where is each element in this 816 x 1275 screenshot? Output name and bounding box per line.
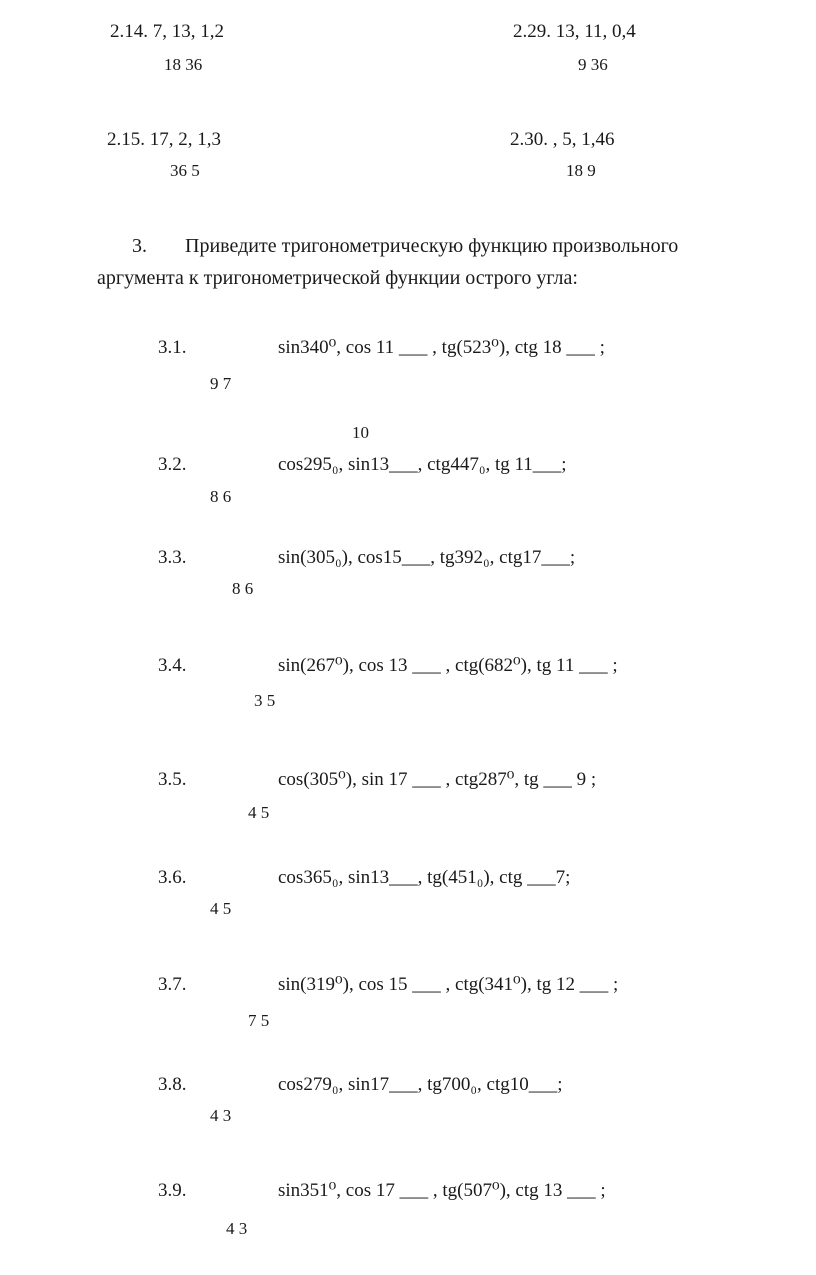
item-3-1-expr: sin340⁰, cos 11 ___ , tg(523⁰), ctg 18 ___ ;: [278, 337, 605, 358]
item-3-9-den: 4 3: [226, 1219, 248, 1238]
item-3-2-pre: 10: [352, 423, 369, 442]
item-3-5-expr: cos(305⁰), sin 17 ___ , ctg287⁰, tg ___ 9 ;: [278, 769, 597, 790]
section-title-line2: аргумента к тригонометрической функции острого угла:: [97, 267, 578, 289]
item-3-3-label: 3.3.: [158, 547, 187, 568]
item-2-29: 2.29. 13, 11, 0,4: [513, 21, 636, 42]
item-2-30: 2.30. , 5, 1,46: [510, 129, 615, 150]
item-3-7-den: 7 5: [248, 1011, 270, 1030]
item-3-4-den: 3 5: [254, 691, 276, 710]
item-3-7-label: 3.7.: [158, 974, 187, 995]
item-3-5-den: 4 5: [248, 803, 270, 822]
item-3-1-label: 3.1.: [158, 337, 187, 358]
item-2-29-den: 9 36: [578, 55, 608, 74]
item-2-15: 2.15. 17, 2, 1,3: [107, 129, 221, 150]
item-3-4-label: 3.4.: [158, 655, 187, 676]
item-3-6-expr: cos365₀, sin13___, tg(451₀), ctg ___7;: [278, 867, 571, 888]
section-title-line1: Приведите тригонометрическую функцию произвольного: [185, 235, 679, 257]
item-3-9-label: 3.9.: [158, 1180, 187, 1201]
item-2-30-den: 18 9: [566, 161, 596, 180]
item-3-2-label: 3.2.: [158, 454, 187, 475]
item-3-1-den: 9 7: [210, 374, 232, 393]
item-3-3-den: 8 6: [232, 579, 254, 598]
item-3-2-den: 8 6: [210, 487, 232, 506]
item-3-6-den: 4 5: [210, 899, 232, 918]
item-3-8-expr: cos279₀, sin17___, tg700₀, ctg10___;: [278, 1074, 563, 1095]
item-3-7-expr: sin(319⁰), cos 15 ___ , ctg(341⁰), tg 12 ___ ;: [278, 974, 619, 995]
item-3-2-expr: cos295₀, sin13___, ctg447₀, tg 11___;: [278, 454, 567, 475]
item-3-6-label: 3.6.: [158, 867, 187, 888]
item-2-14-den: 18 36: [164, 55, 203, 74]
item-3-5-label: 3.5.: [158, 769, 187, 790]
section-number: 3.: [132, 235, 147, 257]
item-3-4-expr: sin(267⁰), cos 13 ___ , ctg(682⁰), tg 11 ___ ;: [278, 655, 618, 676]
item-3-9-expr: sin351⁰, cos 17 ___ , tg(507⁰), ctg 13 ___ ;: [278, 1180, 606, 1201]
item-3-8-den: 4 3: [210, 1106, 232, 1125]
item-3-3-expr: sin(305₀), cos15___, tg392₀, ctg17___;: [278, 547, 576, 568]
item-3-8-label: 3.8.: [158, 1074, 187, 1095]
item-2-15-den: 36 5: [170, 161, 200, 180]
item-2-14: 2.14. 7, 13, 1,2: [110, 21, 224, 42]
